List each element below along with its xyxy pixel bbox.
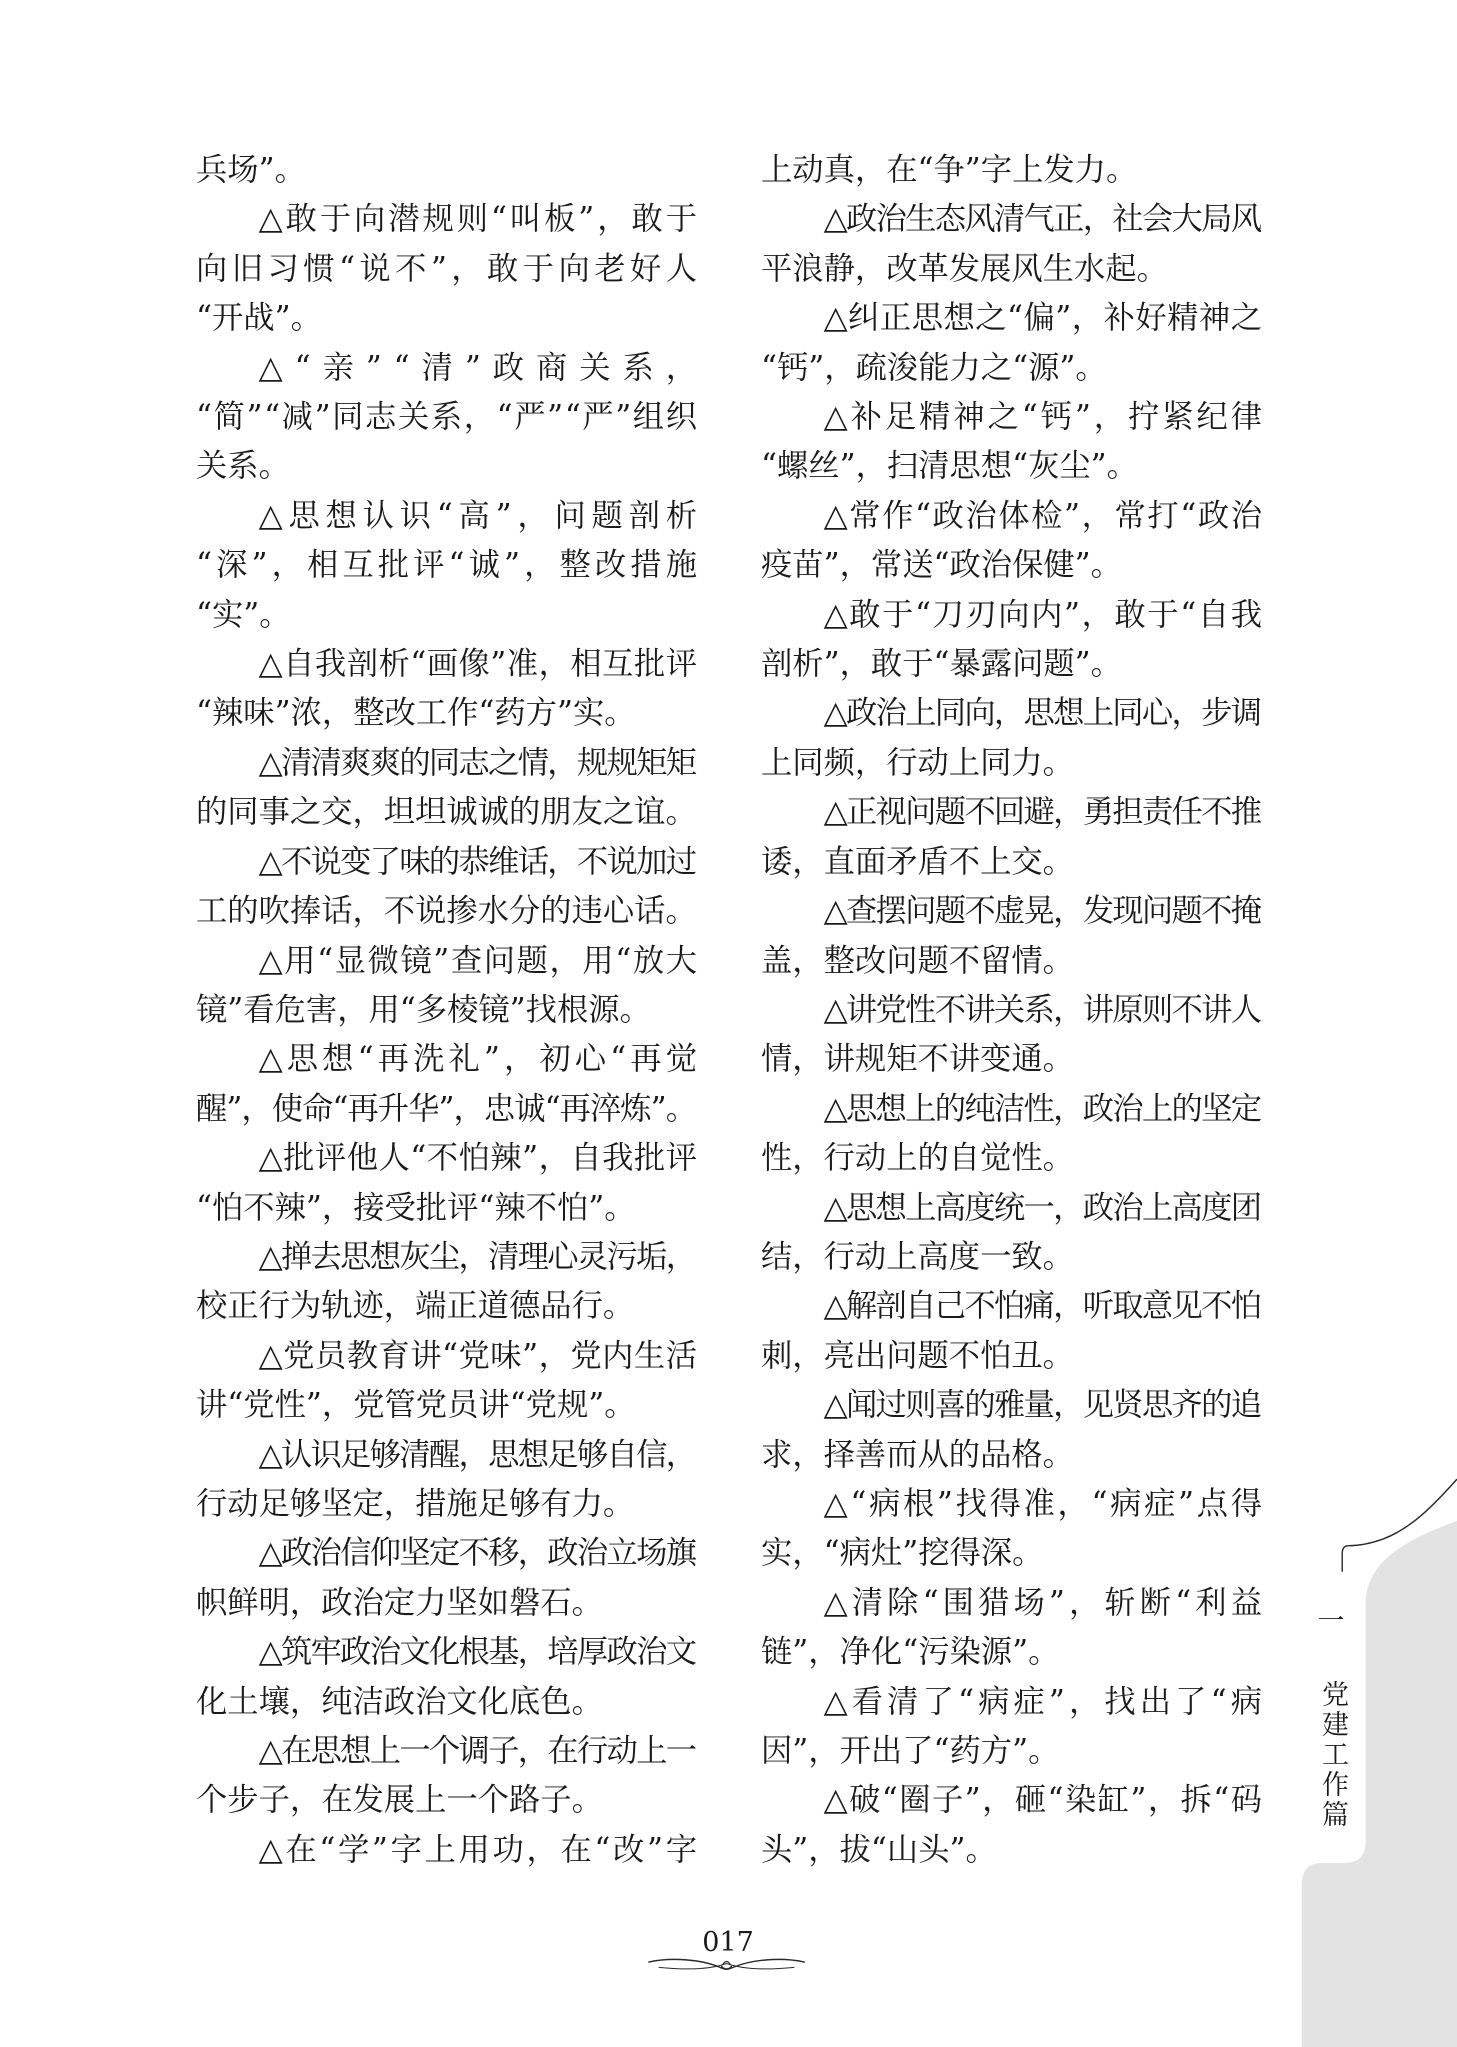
entry-first-line: △自我剖析“画像”准，相互批评 — [258, 646, 698, 683]
entry-first-line: △筑牢政治文化根基，培厚政治文 — [258, 1634, 696, 1671]
entry-line: 镜”看危害，用“多棱镜”找根源。 — [196, 991, 651, 1028]
entry-first-line: △破“圈子”，砸“染缸”，拆“码 — [823, 1782, 1264, 1819]
entry-line: 的同事之交，坦坦诚诚的朋友之谊。 — [196, 794, 697, 831]
entry-first-line: △“病根”找得准，“病症”点得 — [823, 1485, 1265, 1522]
entry-line: 性，行动上的自觉性。 — [761, 1140, 1074, 1177]
entry-first-line: △思想认识“高”，问题剖析 — [258, 497, 703, 534]
entry-first-line: △政治上同向，思想上同心，步调 — [823, 695, 1261, 732]
entry-line: 头”，拔“山头”。 — [761, 1831, 997, 1868]
entry-first-line: △认识足够清醒，思想足够自信， — [258, 1436, 696, 1473]
entry-line: 平浪静，改革发展风生水起。 — [761, 250, 1168, 287]
entry-line: 实，“病灶”挖得深。 — [761, 1535, 1044, 1572]
entry-line: 求，择善而从的品格。 — [761, 1436, 1074, 1473]
entry-first-line: △思想上的纯洁性，政治上的坚定 — [823, 1090, 1261, 1127]
entry-first-line: △正视问题不回避，勇担责任不推 — [823, 794, 1261, 831]
entry-line: “钙”，疏浚能力之“源”。 — [761, 349, 1107, 386]
entry-line: 醒”，使命“再升华”，忠诚“再淬炼”。 — [196, 1090, 697, 1127]
entry-first-line: △在“学”字上用功，在“改”字 — [258, 1831, 700, 1868]
entry-line: “开战”。 — [196, 300, 322, 337]
entry-first-line: △闻过则喜的雅量，见贤思齐的追 — [823, 1387, 1261, 1424]
left-column — [196, 146, 709, 1875]
entry-first-line: △纠正思想之“偏”，补好精神之 — [823, 300, 1263, 337]
entry-first-line: △批评他人“不怕辣”，自我批评 — [258, 1140, 698, 1177]
entry-line: “简”“减”同志关系，“严”“严”组织 — [196, 399, 699, 436]
entry-first-line: △敢于向潜规则“叫板”，敢于 — [258, 201, 700, 238]
right-column — [761, 146, 1267, 1875]
entry-first-line: △补足精神之“钙”，拧紧纪律 — [823, 399, 1265, 436]
entry-line: “怕不辣”，接受批评“辣不怕”。 — [196, 1189, 636, 1226]
entry-first-line: △政治生态风清气正，社会大局风 — [823, 201, 1261, 238]
entry-first-line: △思想上高度统一，政治上高度团 — [823, 1189, 1261, 1226]
entry-line: “螺丝”，扫清思想“灰尘”。 — [761, 448, 1138, 485]
entry-line: 结，行动上高度一致。 — [761, 1238, 1074, 1275]
entry-line: 链”，净化“污染源”。 — [761, 1634, 1060, 1671]
entry-line: 讲“党性”，党管党员讲“党规”。 — [196, 1387, 636, 1424]
entry-line: 因”，开出了“药方”。 — [761, 1733, 1060, 1769]
entry-first-line: △解剖自己不怕痛，听取意见不怕 — [823, 1288, 1261, 1325]
entry-line: 帜鲜明，政治定力坚如磐石。 — [196, 1584, 603, 1621]
chapter-number: 一 — [1317, 1606, 1345, 1637]
entry-first-line: △党员教育讲“党味”，党内生活 — [258, 1337, 698, 1374]
entry-line: “辣味”浓，整改工作“药方”实。 — [196, 695, 636, 732]
entry-line: 上动真，在“争”字上发力。 — [761, 152, 1138, 188]
entry-line: 校正行为轨迹，端正道德品行。 — [196, 1288, 635, 1325]
entry-line: 关系。 — [196, 448, 290, 485]
entry-line: 个步子，在发展上一个路子。 — [196, 1782, 603, 1819]
entry-first-line: △看清了“病症”，找出了“病 — [823, 1683, 1267, 1720]
entry-first-line: △讲党性不讲关系，讲原则不讲人 — [823, 991, 1261, 1028]
entry-line: “实”。 — [196, 596, 291, 633]
entry-line: 盖，整改问题不留情。 — [761, 942, 1074, 979]
entry-line: 工的吹捧话，不说掺水分的违心话。 — [196, 893, 697, 930]
chapter-title: 党建工作篇 — [1317, 1680, 1348, 1830]
page-number: 017 — [702, 1927, 754, 1958]
entry-first-line: △不说变了味的恭维话，不说加过 — [258, 843, 696, 880]
entry-line: “深”，相互批评“诚”，整改措施 — [196, 547, 702, 584]
page-number-ornament — [648, 1959, 805, 1969]
entry-line: 情，讲规矩不讲变通。 — [761, 1041, 1074, 1078]
entry-first-line: △在思想上一个调子，在行动上一 — [258, 1733, 696, 1769]
entry-first-line: △敢于“刀刃向内”，敢于“自我 — [823, 596, 1264, 633]
entry-line: 向旧习惯“说不”，敢于向老好人 — [196, 250, 702, 287]
entry-first-line: △常作“政治体检”，常打“政治 — [823, 497, 1264, 534]
entry-line: 刺，亮出问题不怕丑。 — [761, 1337, 1074, 1374]
entry-line: 诿，直面矛盾不上交。 — [761, 843, 1074, 880]
entry-first-line: △掸去思想灰尘，清理心灵污垢， — [258, 1238, 696, 1275]
entry-first-line: △政治信仰坚定不移，政治立场旗 — [258, 1535, 696, 1572]
entry-line: 剖析”，敢于“暴露问题”。 — [761, 646, 1122, 683]
entry-line: 化土壤，纯洁政治文化底色。 — [196, 1683, 603, 1720]
entry-first-line: △思想“再洗礼”，初心“再觉 — [258, 1041, 702, 1078]
entry-line: 疫苗”，常送“政治保健”。 — [761, 547, 1122, 584]
entry-first-line: △清除“围猎场”，斩断“利益 — [823, 1584, 1267, 1621]
entry-line: 上同频，行动上同力。 — [761, 744, 1074, 781]
entry-first-line: △查摆问题不虚晃，发现问题不掩 — [823, 893, 1261, 930]
entry-first-line: △清清爽爽的同志之情，规规矩矩 — [258, 744, 696, 781]
entry-first-line: △“亲”“清”政商关系， — [258, 349, 709, 386]
entry-line: 行动足够坚定，措施足够有力。 — [196, 1485, 635, 1522]
entry-first-line: △用“显微镜”查问题，用“放大 — [258, 942, 699, 979]
entry-line: 兵场”。 — [196, 152, 306, 188]
